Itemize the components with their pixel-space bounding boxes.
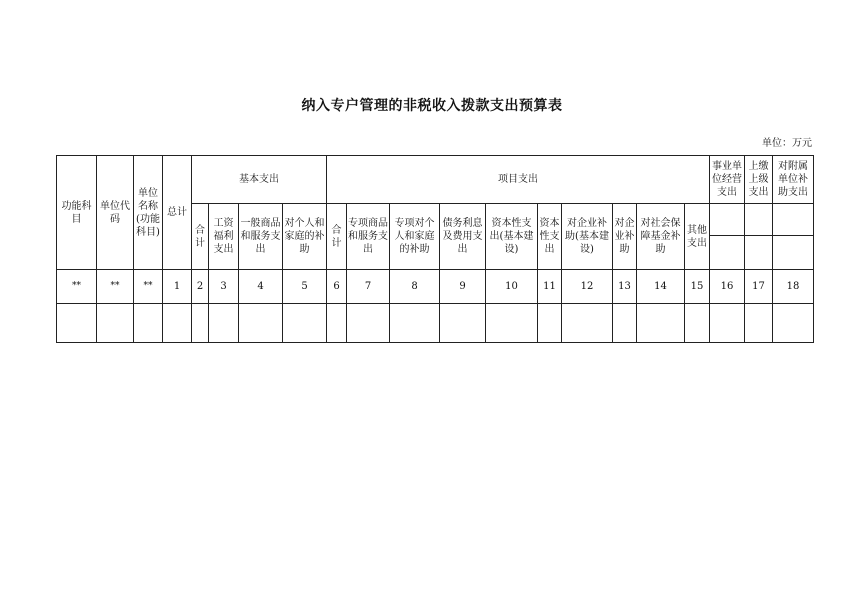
header-project-col: 专项对个人和家庭的补助	[390, 204, 440, 270]
index-cell: 16	[710, 270, 745, 304]
data-cell[interactable]	[745, 304, 773, 343]
data-cell[interactable]	[192, 304, 209, 343]
data-row	[57, 304, 814, 343]
data-cell[interactable]	[613, 304, 637, 343]
header-business-operating: 事业单位经营支出	[710, 156, 745, 204]
data-cell[interactable]	[390, 304, 440, 343]
data-cell[interactable]	[685, 304, 710, 343]
header-func-subject: 功能科目	[57, 156, 97, 270]
data-cell[interactable]	[283, 304, 327, 343]
header-project-expenditure: 项目支出	[327, 156, 710, 204]
index-cell: 12	[562, 270, 613, 304]
header-unit-code: 单位代码	[97, 156, 134, 270]
unit-label: 单位：万元	[762, 138, 812, 149]
header-blank-cell	[773, 204, 814, 236]
page-title: 纳入专户管理的非税收入拨款支出预算表	[301, 98, 563, 114]
index-cell: 13	[613, 270, 637, 304]
data-cell[interactable]	[239, 304, 283, 343]
header-project-col: 资本性支出	[538, 204, 562, 270]
index-cell: 2	[192, 270, 209, 304]
index-cell: **	[134, 270, 163, 304]
data-cell[interactable]	[347, 304, 390, 343]
header-subsidiary-subsidy: 对附属单位补助支出	[773, 156, 814, 204]
index-cell: **	[97, 270, 134, 304]
index-cell: 9	[440, 270, 486, 304]
index-cell: 11	[538, 270, 562, 304]
header-blank-cell	[745, 236, 773, 270]
data-cell[interactable]	[440, 304, 486, 343]
data-cell[interactable]	[710, 304, 745, 343]
data-cell[interactable]	[134, 304, 163, 343]
data-cell[interactable]	[637, 304, 685, 343]
data-cell[interactable]	[97, 304, 134, 343]
data-cell[interactable]	[486, 304, 538, 343]
data-cell[interactable]	[57, 304, 97, 343]
index-cell: 3	[209, 270, 239, 304]
header-project-col: 合计	[327, 204, 347, 270]
header-project-col: 其他支出	[685, 204, 710, 270]
header-total: 总计	[163, 156, 192, 270]
index-row	[57, 270, 814, 304]
header-blank-cell	[710, 236, 745, 270]
header-basic-col: 工资福利支出	[209, 204, 239, 270]
budget-table	[56, 155, 814, 343]
index-cell: 7	[347, 270, 390, 304]
data-cell[interactable]	[327, 304, 347, 343]
index-cell: 4	[239, 270, 283, 304]
index-cell: 14	[637, 270, 685, 304]
index-cell: 8	[390, 270, 440, 304]
data-cell[interactable]	[562, 304, 613, 343]
header-project-col: 专项商品和服务支出	[347, 204, 390, 270]
header-project-col: 对企业补助	[613, 204, 637, 270]
header-basic-col: 一般商品和服务支出	[239, 204, 283, 270]
index-cell: 18	[773, 270, 814, 304]
index-cell: 17	[745, 270, 773, 304]
data-cell[interactable]	[209, 304, 239, 343]
header-blank-cell	[773, 236, 814, 270]
index-cell: **	[57, 270, 97, 304]
header-basic-expenditure: 基本支出	[192, 156, 327, 204]
header-blank-cell	[745, 204, 773, 236]
index-cell: 6	[327, 270, 347, 304]
header-unit-name: 单位名称(功能科目)	[134, 156, 163, 270]
index-cell: 5	[283, 270, 327, 304]
index-cell: 15	[685, 270, 710, 304]
header-basic-col: 对个人和家庭的补助	[283, 204, 327, 270]
index-cell: 10	[486, 270, 538, 304]
data-cell[interactable]	[538, 304, 562, 343]
header-project-col: 对企业补助(基本建设)	[562, 204, 613, 270]
data-cell[interactable]	[773, 304, 814, 343]
header-pay-to-superior: 上缴上级支出	[745, 156, 773, 204]
data-cell[interactable]	[163, 304, 192, 343]
header-project-col: 债务利息及费用支出	[440, 204, 486, 270]
index-cell: 1	[163, 270, 192, 304]
header-basic-col: 合计	[192, 204, 209, 270]
header-project-col: 对社会保障基金补助	[637, 204, 685, 270]
header-blank-cell	[710, 204, 745, 236]
header-project-col: 资本性支出(基本建设)	[486, 204, 538, 270]
